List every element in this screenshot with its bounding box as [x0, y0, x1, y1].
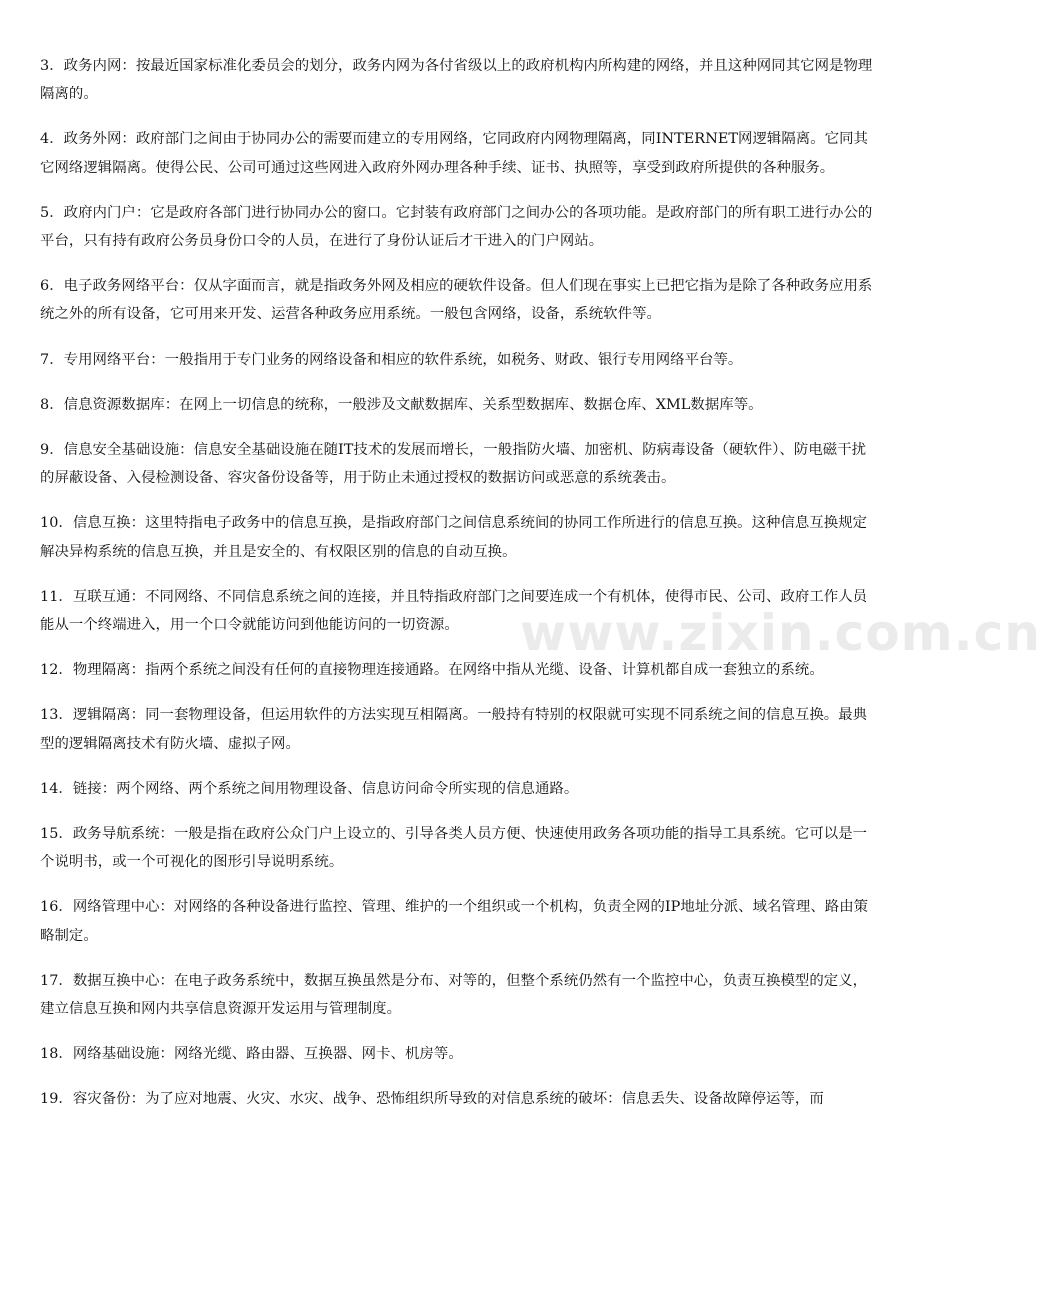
glossary-entry-9	[40, 436, 880, 492]
entry-text: 政务导航系统：一般是指在政府公众门户上设立的、引导各类人员方便、快速使用政务各项功能的指导工具系统。它可以是一个说明书，或一个可视化的图形引导说明系统。	[40, 826, 868, 871]
glossary-entry-13	[40, 701, 880, 757]
glossary-entry-12	[40, 656, 880, 684]
entry-number: 13．	[40, 707, 73, 724]
entry-text: 政务外网：政府部门之间由于协同办公的需要而建立的专用网络，它同政府内网物理隔离，同INTERNET网逻辑隔离。它同其它网络逻辑隔离。使得公民、公司可通过这些网进入政府外网办理各种手续、证书、执照等，享受到政府所提供的各种服务。	[40, 131, 869, 176]
entry-text: 互联互通：不同网络、不同信息系统之间的连接，并且特指政府部门之间要连成一个有机体，使得市民、公司、政府工作人员能从一个终端进入，用一个口令就能访问到他能访问的一切资源。	[40, 588, 868, 634]
entry-text: 信息资源数据库：在网上一切信息的统称，一般涉及文献数据库、关系型数据库、数据仓库、XML数据库等。	[63, 396, 763, 413]
glossary-entry-11	[40, 583, 880, 639]
entry-number: 6．	[40, 278, 64, 295]
entry-number: 10．	[40, 515, 73, 532]
entry-number: 16．	[40, 899, 73, 916]
glossary-entry-15	[40, 820, 880, 876]
entry-text: 网络基础设施：网络光缆、路由器、互换器、网卡、机房等。	[72, 1046, 463, 1063]
entry-number: 9．	[40, 442, 64, 459]
entry-text: 政府内门户：它是政府各部门进行协同办公的窗口。它封装有政府部门之间办公的各项功能。是政府部门的所有职工进行办公的平台，只有持有政府公务员身份口令的人员，在进行了身份认证后才干进入的门户网站。	[40, 204, 873, 250]
watermark-text: www.zixin.com.cn	[520, 604, 1041, 662]
glossary-entry-17	[40, 967, 880, 1023]
entry-number: 3．	[40, 58, 64, 74]
glossary-entry-3	[40, 52, 880, 108]
entry-text: 政务内网：按最近国家标准化委员会的划分，政务内网为各付省级以上的政府机构内所构建的网络，并且这种网同其它网是物理隔离的。	[40, 58, 873, 103]
glossary-entry-6	[40, 272, 880, 328]
entry-text: 链接：两个网络、两个系统之间用物理设备、信息访问命令所实现的信息通路。	[72, 780, 579, 797]
entry-text: 电子政务网络平台：仅从字面而言，就是指政务外网及相应的硬软件设备。但人们现在事实上已把它指为是除了各种政务应用系统之外的所有设备，它可用来开发、运营各种政务应用系统。一般包含网络，设备，系统软件等。	[40, 278, 873, 323]
glossary-entry-19	[40, 1085, 880, 1113]
entry-number: 4．	[40, 131, 64, 148]
entry-number: 15．	[40, 826, 73, 843]
glossary-entry-14	[40, 775, 880, 803]
entry-text: 数据互换中心：在电子政务系统中，数据互换虽然是分布、对等的，但整个系统仍然有一个监控中心，负责互换模型的定义，建立信息互换和网内共享信息资源开发运用与管理制度。	[40, 972, 868, 1018]
entry-number: 8．	[40, 396, 64, 413]
entry-number: 17．	[40, 972, 73, 989]
entry-number: 19．	[40, 1091, 73, 1108]
entry-number: 5．	[40, 204, 64, 221]
entry-number: 11．	[40, 588, 73, 605]
glossary-entry-18	[40, 1040, 880, 1068]
entry-text: 专用网络平台：一般指用于专门业务的网络设备和相应的软件系统，如税务、财政、银行专用网络平台等。	[63, 351, 743, 368]
glossary-entry-4	[40, 125, 880, 181]
glossary-entry-5	[40, 199, 880, 255]
entry-text: 信息互换：这里特指电子政务中的信息互换，是指政府部门之间信息系统间的协同工作所进行的信息互换。这种信息互换规定解决异构系统的信息互换，并且是安全的、有权限区别的信息的自动互换。	[40, 515, 868, 560]
glossary-entry-10	[40, 509, 880, 565]
glossary-list	[40, 52, 880, 1114]
entry-text: 逻辑隔离：同一套物理设备，但运用软件的方法实现互相隔离。一般持有特别的权限就可实现不同系统之间的信息互换。最典型的逻辑隔离技术有防火墙、虚拟子网。	[40, 707, 868, 752]
entry-number: 14．	[40, 780, 73, 797]
glossary-entry-8	[40, 391, 880, 419]
entry-number: 7．	[40, 351, 64, 368]
glossary-entry-7	[40, 346, 880, 374]
entry-text: 信息安全基础设施：信息安全基础设施在随IT技术的发展而增长，一般指防火墙、加密机、防病毒设备（硬软件）、防电磁干扰的屏蔽设备、入侵检测设备、容灾备份设备等，用于防止未通过授权的数据访问或恶意的系统袭击。	[40, 442, 867, 487]
glossary-entry-16	[40, 893, 880, 949]
entry-text: 容灾备份：为了应对地震、火灾、水灾、战争、恐怖组织所导致的对信息系统的破坏：信息丢失、设备故障停运等，而	[72, 1091, 824, 1108]
entry-number: 12．	[40, 662, 73, 679]
entry-number: 18．	[40, 1046, 73, 1063]
entry-text: 网络管理中心：对网络的各种设备进行监控、管理、维护的一个组织或一个机构，负责全网的IP地址分派、域名管理、路由策略制定。	[40, 899, 869, 944]
entry-text: 物理隔离：指两个系统之间没有任何的直接物理连接通路。在网络中指从光缆、设备、计算机都自成一套独立的系统。	[72, 662, 824, 679]
